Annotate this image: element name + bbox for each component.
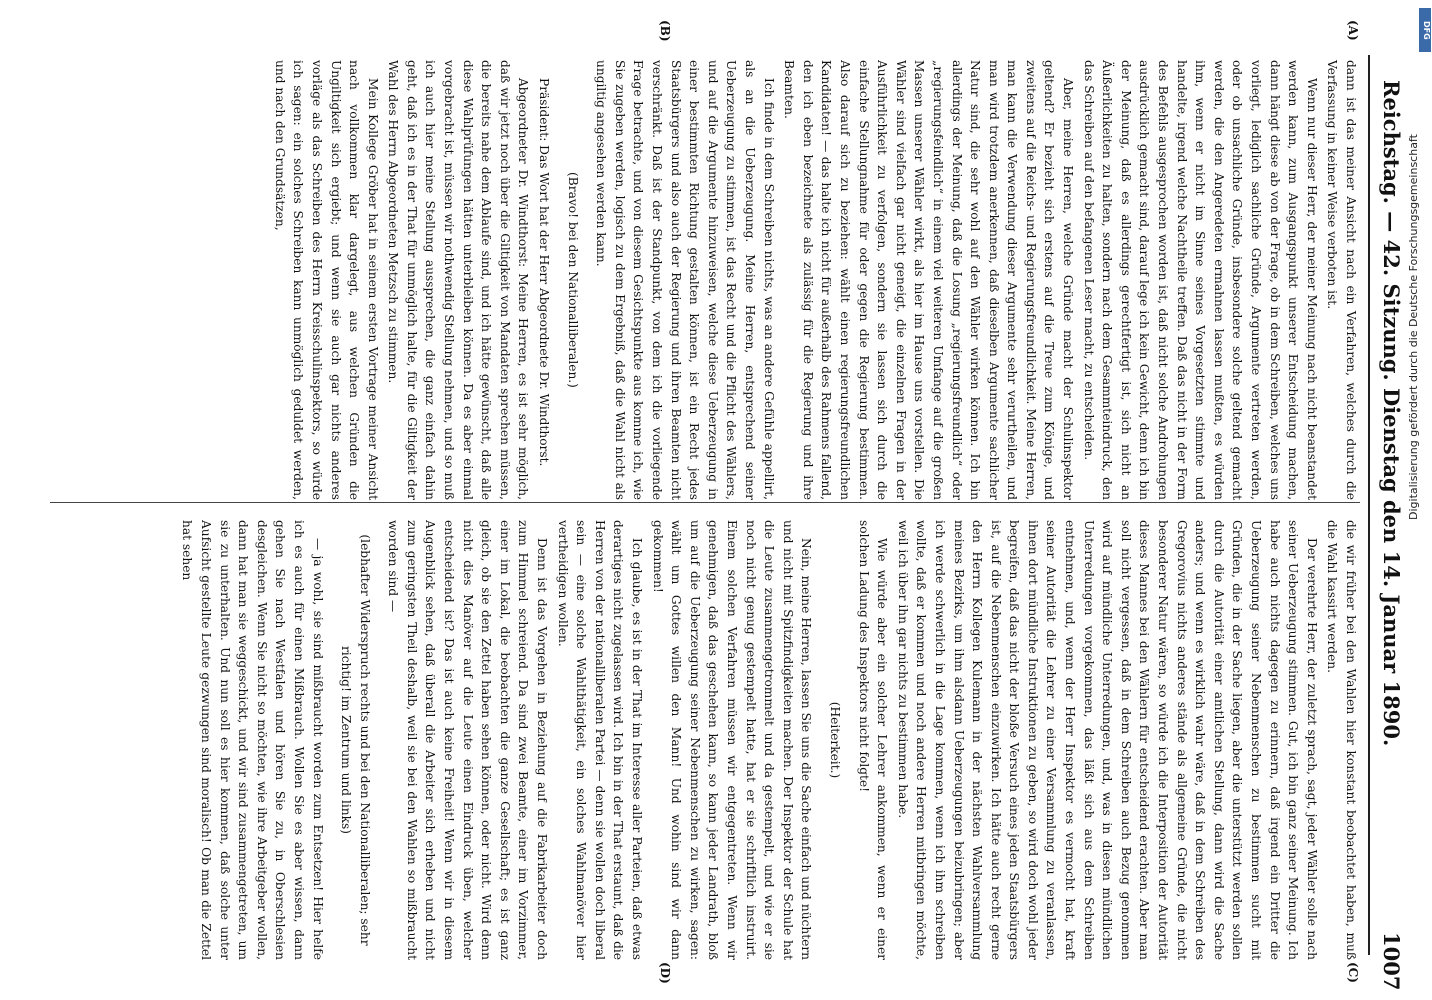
margin-marker-c: (C) xyxy=(1346,962,1360,983)
paragraph: Abgeordneter Dr. Windthorst: Meine Herren, es ist sehr möglich, daß wir jetzt noch über die Giltigkeit von Mandaten sprechen müssen, die bereits nahe dem Ablaufe sind, und ich hätte gewünscht, daß alle diese Wahlprüfungen hätten unterbleiben können. Da es aber einmal vorgebracht ist, müssen wir nothwendig Stellung nehmen, und so muß ich auch hier meine Stellung aussprechen, die ganz einfach dahin geht, daß ich es in der That für unmöglich halte, für die Giltigkeit der Wahl des Herrn Abgeordneten Metzsch zu stimmen. xyxy=(386,60,531,500)
funding-watermark: Digitalisierung gefördert durch die Deutsche Forschungsgemeinschaft xyxy=(1407,134,1420,520)
page-number: 1007 xyxy=(1379,932,1404,991)
applause-note: (Bravo! bei den Nationalliberalen.) xyxy=(565,172,580,388)
interjection-note: (lebhafter Widerspruch rechts und bei den Nationalliberalen; sehr richtig! im Zentrum und links) xyxy=(339,534,372,946)
paragraph: Denn ist das Vorgehen in Beziehung auf die Fabrikarbeiter doch zum Himmel schreiend. Da sind zwei Beamte, einer im Vorzimmer, einer im Lokal, die beobachten die ganze Gesellschaft; es ist ganz gleich, ob sie den Zettel haben sehen können, oder nicht. Wird denn nicht dies Manöver auf die Leute einen Eindruck üben, welcher entscheidend ist? Das ist auch keine Freiheit! Wenn wir in diesem Augenblick sehen, daß überall die Arbeiter sich erheben und nicht zum geringsten Theil deshalb, weil sie bei den Wahlen so mißbraucht worden sind — xyxy=(386,520,550,960)
left-column xyxy=(60,60,1360,500)
column-divider xyxy=(50,502,1360,503)
paragraph: Ich glaube, es ist in der That im Interesse aller Parteien, daß etwas derartiges nicht zugelassen wird. Ich bin in der That erstaunt, daß die Herren von der nationalliberalen Partei — denn sie wollen doch liberal sein — eine solche Wahlthätigkeit, ein solches Wahlmanöver hier vertheidigen wollen. xyxy=(555,520,645,960)
paragraph: Ich finde in dem Schreiben nichts, was an andere Gefühle appellirt, als an die Ueberzeugung. Meine Herren, entsprechend seiner Ueberzeugung zu stimmen, ist das Recht und die Pflicht des Wählers, und auf die Argumente hinzuweisen, welche diese Ueberzeugung in einer bestimmten Richtung gestalten können, ist ein Recht jedes Staatsbürgers und also auch der Regierung und ihren Beamten nicht verschränkt. Daß ist der Standpunkt, von dem ich die vorliegende Frage betrachte, und von diesem Gesichtspunkte aus komme ich, wie Sie zugeben werden, logisch zu dem Ergebniß, daß die Wahl nicht als ungiltig angesehen werden kann. xyxy=(594,60,776,500)
paragraph: Mein Kollege Gröber hat in seinem ersten Vortrage meiner Ansicht nach vollkommen klar dargelegt, aus welchen Gründen die Ungiltigkeit sich ergiebt; und wenn sie auch gar nichts anderes vorläge als das Schreiben des Herrn Kreisschulinspektors, so würde ich sagen: ein solches Schreiben kann unmöglich geduldet werden, und nach den Grundsätzen, xyxy=(272,60,380,500)
dfg-logo: DFG xyxy=(1419,8,1431,52)
paragraph: Der verehrte Herr, der zuletzt sprach, sagt, jeder Wähler solle nach seiner Ueberzeugung stimmen. Gut, ich bin ganz seiner Meinung. Ich habe auch nichts dagegen zu erinnern, daß irgend ein Dritter die Ueberzeugung seiner Nebenmenschen zu bestimmen sucht mit Gründen, die in der Sache liegen, aber die unterstützt werden sollen durch die Autorität einer amtlichen Stellung, dann wird die Sache anders; und wenn es wirklich wahr wäre, daß in dem Schreiben des Gregorovius nichts anderes stände als allgemeine Gründe, die nicht besonderer Natur wären, so würde ich die Interposition der Autorität dieses Mannes bei den Wählern für entscheidend erachten. Aber man soll nicht vergessen, daß in dem Schreiben auch Bezug genommen wird auf mündliche Unterredungen, und, was in diesen mündlichen Unterredungen vorgekommen, das läßt sich aus dem Schreiben entnehmen, und, wenn der Herr Inspektor es vermocht hat, kraft seiner Autorität die Lehrer zu einer Versammlung zu veranlassen, ihnen dort mündliche Instruktionen zu geben, so wird doch wohl jeder begreifen, daß das nicht der bloße Versuch eines jeden Staatsbürgers ist, auf die Nebenmenschen einzuwirken. Ich hätte auch recht gerne den Herrn Kollegen Kulemann in der nächsten Wahlversammlung meines Bezirks, um ihm alsdann Ueberzeugungen beizubringen; aber ich werde schwerlich in die Lage kommen, wenn ich ihm schreiben wollte, daß er kommen und noch andere Herren mitbringen möchte, weil ich über ihn gar nichts zu bestimmen habe. xyxy=(895,520,1319,960)
margin-marker-d: (D) xyxy=(658,962,672,984)
paragraph: Aber, meine Herren, welche Gründe macht der Schulinspektor geltend? Er bezieht sich erstens auf die Treue zum Könige, und zweitens auf die Reichs- und Regierungsfreundlichkeit. Meine Herren, man kann die Verwendung dieser Argumente sehr verurtheilen, und man wird trotzdem anerkennen, daß dieselben Argumente sachlicher Natur sind, die sehr wohl auf den Wähler wirken können. Ich bin allerdings der Meinung, daß die Losung „regierungsfreundlich“ oder „regierungsfeindlich“ in einem viel weiteren Umfange auf die großen Massen unserer Wähler wirkt, als hier im Hause uns vorstellen. Die Wähler sind vielfach gar nicht geneigt, die einzelnen Fragen in der Ausführlichkeit zu verfolgen, sondern sie lassen sich durch die einfache Stellungnahme für oder gegen die Regierung bestimmen. Also darauf sich zu beziehen: wählt einen regierungsfreundlichen Kandidaten! — das halte ich nicht für außerhalb des Rahmens fallend, den ich eben bezeichnete als zulässig für die Regierung und ihre Beamten. xyxy=(782,60,1076,500)
laughter-note: (Heiterkeit.) xyxy=(827,701,842,779)
president-line: Präsident: Das Wort hat der Herr Abgeordnete Dr. Windthorst. xyxy=(537,78,552,467)
paragraph: Wenn nur dieser Herr, der meiner Meinung nach nicht beanstandet werden kann, zum Ausgangspunkt unserer Entscheidung machen, dann hängt diese ab von der Frage, ob in dem Schreiben, welches uns vorliegt, lediglich sachliche Gründe, Argumente vertreten werden, oder ob unsachliche Gründe, insbesondere solche geltend gemacht werden, die den Angeredeten ermahnen lassen mußten, es würden ihm, wenn er nicht im Sinne seines Vorgesetzten stimmte und handelte, irgend welche Nachtheile treffen. Daß das nicht in der Form des Befehls ausgesprochen worden ist, daß nicht solche Androhungen ausdrücklich gemacht sind, darauf lege ich kein Gewicht, denn ich bin der Meinung, daß es allerdings gerechtfertigt ist, sich nicht an Äußerlichkeiten zu halten, sondern nach dem Gesammteindruck, den das Schreiben auf den befangenen Leser macht, zu entscheiden. xyxy=(1081,60,1319,500)
paragraph: — ja wohl, sie sind mißbraucht worden zum Entsetzen! Hier helfe ich es auch für einen Mißbrauch. Wollen Sie es aber wissen, dann gehen Sie nach Westfalen und hören Sie zu, in Oberschlesien desgleichen. Wenn Sie nicht so möchten, wie ihre Arbeitgeber wollen, dann hat man sie weggeschickt, und wir sind zusammengetreten, um sie zu unterhalten. Und nun soll es hier kommen, daß solche unter Aufsicht gestellte Leute gezwungen sind moralisch! Ob man die Zettel hat sehen xyxy=(180,520,325,960)
page-header xyxy=(1364,0,1404,1000)
header-rule xyxy=(1368,55,1370,955)
paragraph: Wie würde aber ein solcher Lehrer ankommen, wenn er einer solchen Ladung des Inspektors nicht folgte! xyxy=(856,520,890,960)
paragraph: Nein, meine Herren, lassen Sie uns die Sache einfach und nüchtern und nicht mit Spitzfindigkeiten machen. Der Inspektor der Schule hat die Leute zusammengetrommelt und da gestempelt, und wie er sie noch nicht genug gestempelt hatte, hat er sie schriftlich instruirt. Einem solchen Verfahren müssen wir entgegentreten. Wenn wir genehmigen, daß das geschehen kann, so kann jeder Landrath, bloß um auf die Ueberzeugung seiner Nebenmenschen zu wirken, sagen: wählt um Gottes willen den Mann! Und wohin sind wir dann gekommen! xyxy=(650,520,814,960)
right-column xyxy=(60,520,1360,960)
margin-marker-a: (A) xyxy=(1346,20,1360,41)
margin-marker-b: (B) xyxy=(658,20,672,42)
running-title: Reichstag. — 42. Sitzung. Dienstag den 14. Januar 1890. xyxy=(1379,80,1404,747)
paragraph: die wir früher bei den Wahlen hier konstant beobachtet haben, muß die Wahl kassirt werden. xyxy=(1325,520,1358,960)
paragraph: dann ist das meiner Ansicht nach ein Verfahren, welches durch die Verfassung in keiner Weise verboten ist. xyxy=(1325,60,1358,500)
